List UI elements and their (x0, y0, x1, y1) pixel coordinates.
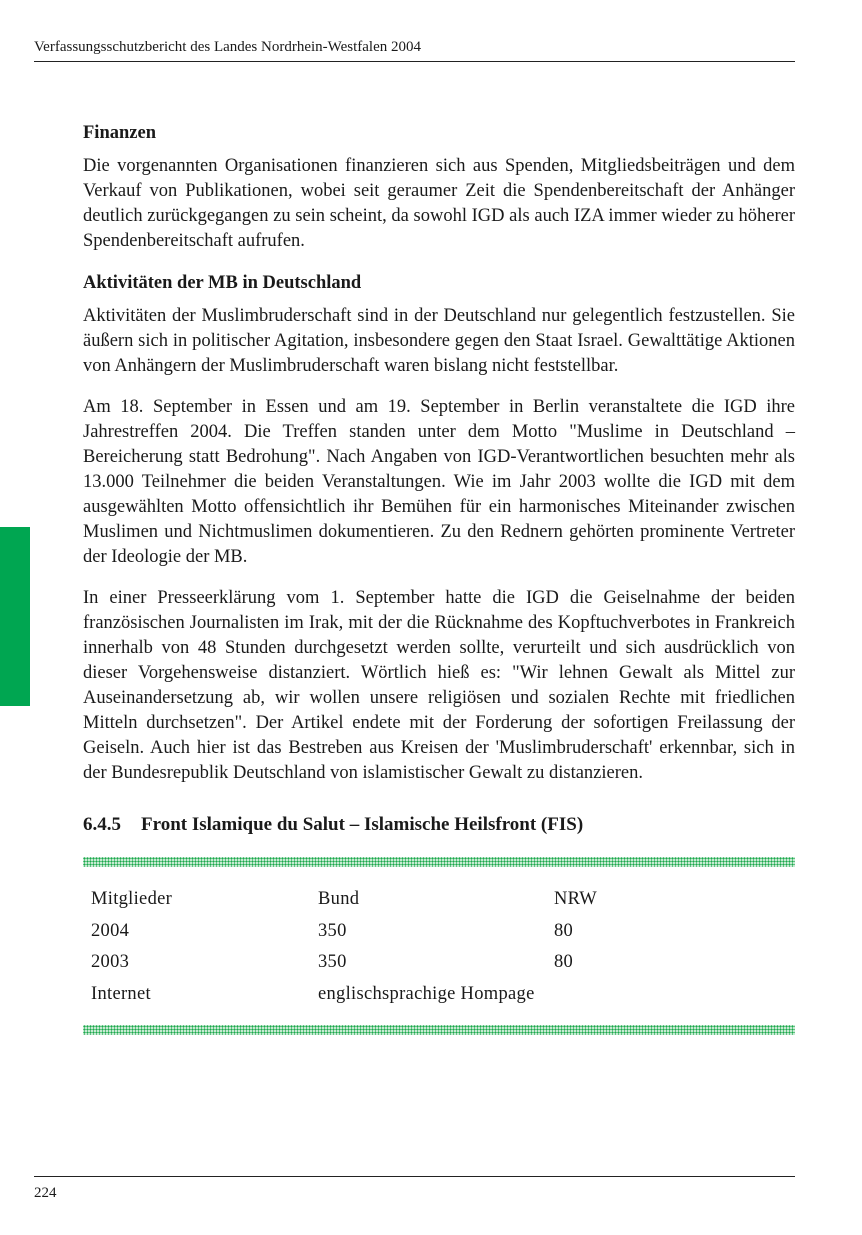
table-row-internet (91, 984, 597, 1016)
table-cell: 2004 (91, 920, 130, 941)
paragraph-aktivitaeten-1: Aktivitäten der Muslimbruderschaft sind in der Deutschland nur gelegentlich festzustellen. Sie äußern sich in politischer Agitation, insbesondere gegen den Staat Israel. Gewalttätige Aktionen von Anhängern der Muslimbruderschaft waren bislang nicht feststellbar. (83, 306, 795, 376)
paragraph-finanzen: Die vorgenannten Organisationen finanzieren sich aus Spenden, Mitgliedsbeiträgen und dem Verkauf von Publikationen, wobei seit geraumer Zeit die Spendenbereitschaft der Anhänger deutlich zurückgegangen zu sein scheint, da sowohl IGD als auch IZA immer wieder zu höherer Spendenbereitschaft aufrufen. (83, 156, 795, 251)
table-header-row (91, 889, 597, 921)
membership-table (91, 889, 597, 1015)
page-number: 224 (34, 1185, 57, 1201)
paragraph-aktivitaeten-3: In einer Presseerklärung vom 1. September hatte die IGD die Geiselnahme der beiden französischen Journalisten im Irak, mit der die Rücknahme des Kopftuchverbotes in Frankreich innerhalb von 48 Stunden durchgesetzt werden sollte, verurteilt und sich ausdrücklich von dieser Vorgehensweise distanziert. Wörtlich hieß es: "Wir lehnen Gewalt als Mittel zur Auseinandersetzung ab, wir wollen unsere religiösen und sozialen Rechte mit friedlichen Mitteln durchsetzen". Der Artikel endete mit der Forderung der sofortigen Freilassung der Geiseln. Auch hier ist das Bestreben aus Kreisen der 'Muslimbruderschaft' erkennbar, sich in der Bundesrepublik Deutschland von islamistischer Gewalt zu distanzieren. (83, 588, 795, 783)
section-number: 6.4.5 (83, 814, 121, 835)
chapter-marker-tab (0, 527, 30, 706)
table-cell: 80 (554, 952, 574, 972)
dotted-divider-top (83, 857, 795, 867)
section-title-fis (83, 812, 795, 838)
table-cell: englischsprachige Hompage (318, 983, 535, 1004)
table-cell: 80 (554, 920, 574, 941)
table-cell: 350 (318, 952, 347, 972)
table-row (91, 952, 597, 984)
table-row (91, 921, 597, 953)
table-cell: 350 (318, 920, 347, 941)
dotted-divider-bottom (83, 1025, 795, 1035)
main-content (83, 120, 795, 1035)
footer-rule (34, 1176, 795, 1177)
heading-finanzen: Finanzen (83, 123, 156, 143)
section-title-text: Front Islamique du Salut – Islamische Heilsfront (FIS) (141, 814, 584, 835)
table-header-cell: NRW (554, 889, 598, 909)
running-header: Verfassungsschutzbericht des Landes Nordrhein-Westfalen 2004 (34, 38, 795, 62)
paragraph-aktivitaeten-2: Am 18. September in Essen und am 19. September in Berlin veranstaltete die IGD ihre Jahrestreffen 2004. Die Treffen standen unter dem Motto "Muslime in Deutschland – Bereicherung statt Bedrohung". Nach Angaben von IGD-Verantwortlichen besuchten mehr als 13.000 Teilnehmer die beiden Veranstaltungen. Wie im Jahr 2003 wollte die IGD mit dem ausgewählten Motto offensichtlich ihr Bemühen für ein harmonisches Miteinander zwischen Muslimen und Nichtmuslimen dokumentieren. Zu den Rednern gehörten prominente Vertreter der Ideologie der MB. (83, 397, 795, 567)
table-cell: 2003 (91, 952, 130, 972)
table-header-cell: Mitglieder (91, 889, 173, 909)
table-header-cell: Bund (318, 889, 360, 909)
table-cell: Internet (91, 983, 151, 1004)
heading-aktivitaeten: Aktivitäten der MB in Deutschland (83, 273, 362, 293)
